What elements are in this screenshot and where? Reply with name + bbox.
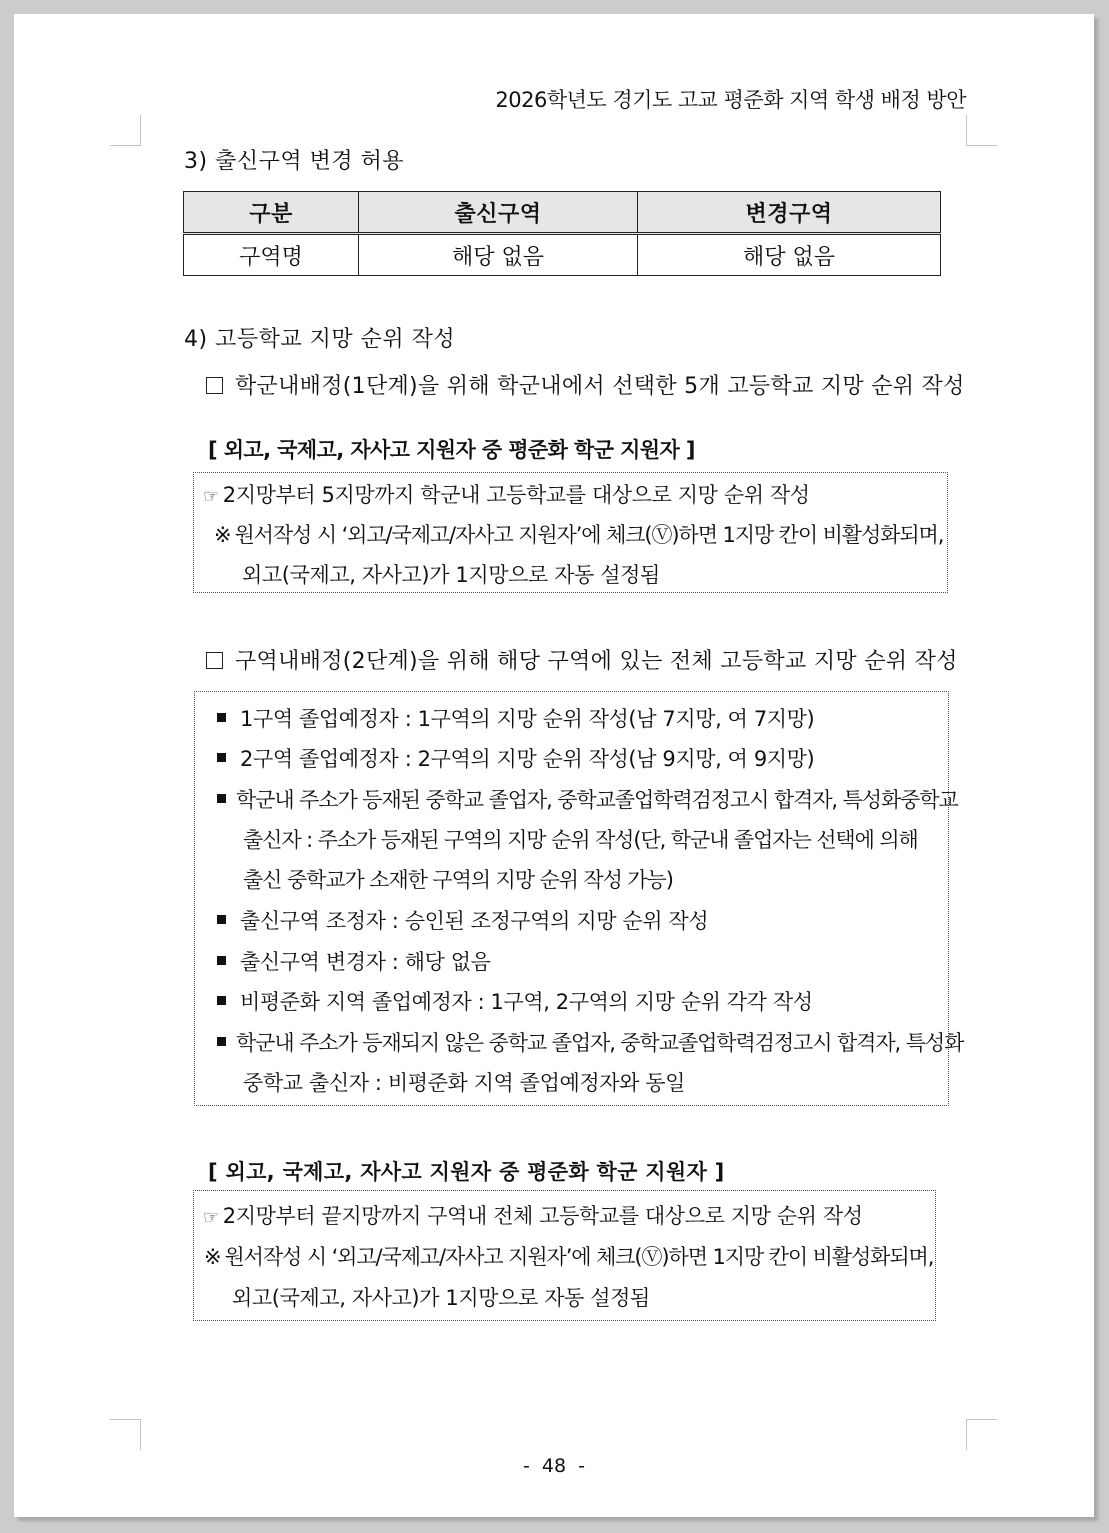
list-item: 2구역 졸업예정자 : 2구역의 지망 순위 작성(남 9지망, 여 9지망) <box>217 743 814 773</box>
table-header-row <box>184 192 941 234</box>
list-item: 출신구역 조정자 : 승인된 조정구역의 지망 순위 작성 <box>217 905 708 935</box>
list-item: 학군내 주소가 등재되지 않은 중학교 졸업자, 중학교졸업학력검정고시 합격자, 특성화 <box>217 1027 963 1057</box>
list-item: 출신구역 변경자 : 해당 없음 <box>217 946 491 976</box>
crop-mark-top-left <box>110 115 141 146</box>
stage2-heading-text: 구역내배정(2단계)을 위해 해당 구역에 있는 전체 고등학교 지망 순위 작성 <box>235 649 958 674</box>
stage2-pointer-line: ☞ 2지망부터 끝지망까지 구역내 전체 고등학교를 대상으로 지망 순위 작성 <box>203 1204 863 1228</box>
list-item: 학군내 주소가 등재된 중학교 졸업자, 중학교졸업학력검정고시 합격자, 특성화중학교 <box>217 784 958 814</box>
crop-mark-bottom-left <box>110 1419 141 1450</box>
stage1-note-line-continued: 외고(국제고, 자사고)가 1지망으로 자동 설정됨 <box>242 563 660 587</box>
list-item-continued: 중학교 출신자 : 비평준화 지역 졸업예정자와 동일 <box>243 1071 686 1095</box>
table-cell: 해당 없음 <box>638 234 941 276</box>
stage1-note-box <box>193 472 948 593</box>
pointing-hand-icon: ☞ <box>203 486 219 507</box>
table-header-cell: 구분 <box>184 192 359 234</box>
reference-mark-icon: ※ <box>214 523 231 547</box>
crop-mark-bottom-right <box>966 1419 997 1450</box>
stage2-note-box <box>193 1190 936 1321</box>
table-cell: 구역명 <box>184 234 359 276</box>
page-number-dash: - <box>523 1455 530 1477</box>
stage2-heading <box>206 644 958 675</box>
square-bullet-icon <box>217 956 226 965</box>
list-item: 비평준화 지역 졸업예정자 : 1구역, 2구역의 지망 순위 각각 작성 <box>217 986 813 1016</box>
list-item-continued: 출신자 : 주소가 등재된 구역의 지망 순위 작성(단, 학군내 졸업자는 선택에 의해 <box>243 828 918 852</box>
list-item-continued: 출신 중학교가 소재한 구역의 지망 순위 작성 가능) <box>243 868 673 892</box>
section-3-title: 3) 출신구역 변경 허용 <box>184 149 405 174</box>
table-row <box>184 234 941 276</box>
page-number-dash: - <box>578 1455 585 1477</box>
region-change-table <box>183 191 941 276</box>
section-4-title: 4) 고등학교 지망 순위 작성 <box>184 327 456 352</box>
stage1-heading-text: 학군내배정(1단계)을 위해 학군내에서 선택한 5개 고등학교 지망 순위 작성 <box>235 374 965 399</box>
page-number-value: 48 <box>541 1455 567 1477</box>
stage1-pointer-line: ☞ 2지망부터 5지망까지 학군내 고등학교를 대상으로 지망 순위 작성 <box>203 483 810 507</box>
stage1-note-line: ※ 원서작성 시 ‘외고/국제고/자사고 지원자’에 체크(Ⓥ)하면 1지망 칸이 비활성화되며, <box>214 523 944 547</box>
table-header-cell: 변경구역 <box>638 192 941 234</box>
square-bullet-icon <box>217 794 226 803</box>
square-bullet-icon <box>217 915 226 924</box>
list-item: 1구역 졸업예정자 : 1구역의 지망 순위 작성(남 7지망, 여 7지망) <box>217 703 814 733</box>
crop-mark-top-right <box>966 115 997 146</box>
stage2-note-line-continued: 외고(국제고, 자사고)가 1지망으로 자동 설정됨 <box>232 1286 650 1310</box>
empty-square-icon <box>206 377 223 394</box>
reference-mark-icon: ※ <box>204 1245 221 1269</box>
stage2-note-line: ※ 원서작성 시 ‘외고/국제고/자사고 지원자’에 체크(Ⓥ)하면 1지망 칸이 비활성화되며, <box>204 1245 934 1269</box>
square-bullet-icon <box>217 753 226 762</box>
table-header-cell: 출신구역 <box>359 192 638 234</box>
running-header: 2026학년도 경기도 고교 평준화 지역 학생 배정 방안 <box>495 88 966 112</box>
square-bullet-icon <box>217 996 226 1005</box>
pointing-hand-icon: ☞ <box>203 1207 219 1228</box>
table-cell: 해당 없음 <box>359 234 638 276</box>
page-number <box>14 1455 1094 1477</box>
square-bullet-icon <box>217 713 226 722</box>
empty-square-icon <box>206 652 223 669</box>
document-page <box>14 14 1094 1517</box>
stage1-special-heading: [ 외고, 국제고, 자사고 지원자 중 평준화 학군 지원자 ] <box>208 438 695 462</box>
square-bullet-icon <box>217 1037 226 1046</box>
stage2-criteria-box <box>194 691 964 1106</box>
stage2-special-heading: [ 외고, 국제고, 자사고 지원자 중 평준화 학군 지원자 ] <box>208 1160 725 1184</box>
stage1-heading <box>206 369 965 400</box>
